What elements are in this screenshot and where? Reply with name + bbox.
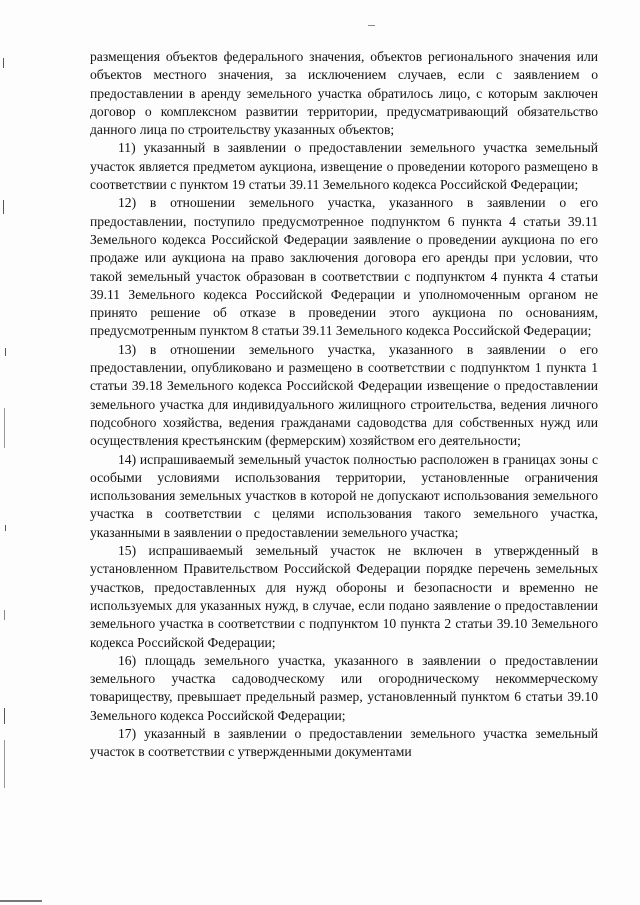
document-body: [90, 48, 598, 762]
paragraph-item-11: 11) указанный в заявлении о предоставлении земельного участка земельный участок является предметом аукциона, извещение о проведении которого размещено в соответствии с пунктом 19 статьи 39.11 Земельного кодекса Российской Федерации;: [90, 140, 598, 193]
scan-artifact-left-8: [4, 740, 5, 788]
scan-artifact-left-1: [3, 58, 4, 68]
paragraph-item-12: 12) в отношении земельного участка, указанного в заявлении о его предоставлении, поступило предусмотренное подпунктом 6 пункта 4 статьи 39.11 Земельного кодекса Российской Федерации заявление о проведении аукциона по его продаже или аукциона на право заключения договора его аренды при условии, что такой земельный участок образован в соответствии с подпунктом 4 пункта 4 статьи 39.11 Земельного кодекса Российской Федерации и уполномоченным органом не принято решение об отказе в проведении этого аукциона по основаниям, предусмотренным пунктом 8 статьи 39.11 Земельного кодекса Российской Федерации;: [90, 195, 598, 339]
paragraph-item-14: 14) испрашиваемый земельный участок полностью расположен в границах зоны с особыми условиями использования территории, установленные ограничения использования земельных участков в которой не допускают использования земельного участка в соответствии с целями использования такого земельного участка, указанными в заявлении о предоставлении земельного участка;: [90, 451, 598, 540]
scan-artifact-left-2: [3, 200, 4, 214]
scan-artifact-top: [368, 25, 375, 26]
scan-artifact-left-4: [4, 408, 5, 448]
paragraph-continuation: размещения объектов федерального значения, объектов регионального значения или объектов местного значения, за исключением случаев, если с заявлением о предоставлении в аренду земельного участка обратилось лицо, с которым заключен договор о комплексном развитии территории, предусматривающий обязательство данного лица по строительству указанных объектов;: [90, 49, 598, 138]
scan-artifact-left-6: [4, 610, 5, 620]
scan-artifact-left-5: [5, 525, 6, 531]
paragraph-item-16: 16) площадь земельного участка, указанного в заявлении о предоставлении земельного участка садоводческому или огородническому некоммерческому товариществу, превышает предельный размер, установленный пунктом 6 статьи 39.10 Земельного кодекса Российской Федерации;: [90, 652, 598, 723]
scan-artifact-bottom: [0, 900, 42, 902]
scan-artifact-left-3: [5, 348, 6, 356]
paragraph-item-17: 17) указанный в заявлении о предоставлении земельного участка земельный участок в соответствии с утвержденными документами: [90, 725, 598, 760]
paragraph-item-15: 15) испрашиваемый земельный участок не включен в утвержденный в установленном Правительством Российской Федерации порядке перечень земельных участков, предоставленных для нужд обороны и безопасности и временно не используемых для указанных нужд, в случае, если подано заявление о предоставлении земельного участка в соответствии с подпунктом 10 пункта 2 статьи 39.10 Земельного кодекса Российской Федерации;: [90, 543, 598, 650]
scan-artifact-left-7: [4, 708, 5, 724]
paragraph-item-13: 13) в отношении земельного участка, указанного в заявлении о его предоставлении, опубликовано и размещено в соответствии с подпунктом 1 пункта 1 статьи 39.18 Земельного кодекса Российской Федерации извещение о предоставлении земельного участка для индивидуального жилищного строительства, ведения личного подсобного хозяйства, ведения гражданами садоводства для собственных нужд или осуществления крестьянским (фермерским) хозяйством его деятельности;: [90, 341, 598, 449]
